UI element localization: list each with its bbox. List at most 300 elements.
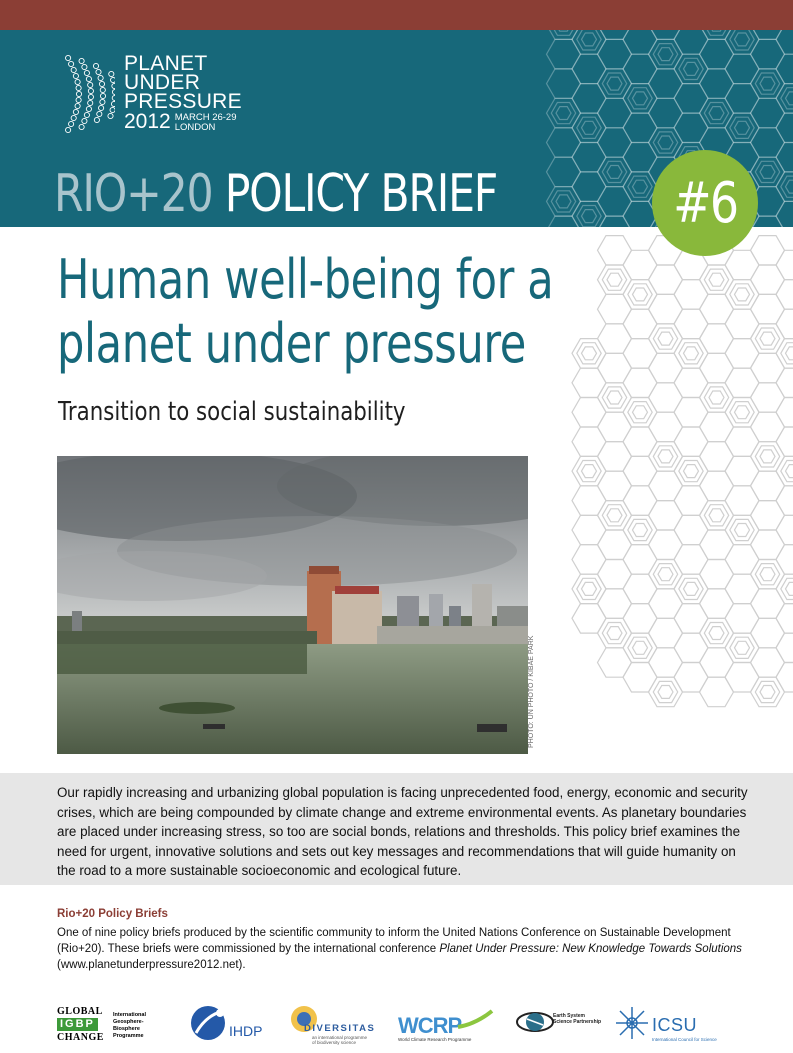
logo-dot	[112, 95, 115, 100]
conference-name: Planet Under Pressure: New Knowledge Towards Solutions	[439, 943, 742, 955]
logo-dot	[86, 76, 91, 81]
hexagon-shape	[598, 560, 632, 589]
hexagon-shape	[556, 107, 571, 120]
diversitas-name: DIVERSITAS	[304, 1023, 376, 1034]
hexagon-shape	[776, 368, 793, 397]
hexagon-shape	[755, 161, 779, 182]
hexagon-shape	[598, 589, 632, 618]
top-bar	[0, 0, 793, 30]
hexagon-shape	[674, 398, 708, 428]
hexagon-shape	[709, 627, 724, 640]
logo-dot	[79, 58, 84, 63]
hexagon-shape	[649, 530, 683, 560]
hexagon-shape	[709, 509, 724, 522]
hexagon-shape	[572, 515, 606, 544]
logo-dot	[73, 109, 78, 114]
hexagon-shape	[735, 406, 750, 419]
icsu-star-icon	[614, 1005, 650, 1041]
brand-year: 2012	[124, 110, 171, 133]
hexagon-shape	[623, 604, 657, 634]
brand-line-2: UNDER	[124, 71, 201, 94]
hexagon-shape	[709, 273, 724, 286]
hexagon-shape	[704, 387, 728, 408]
hexagon-shape	[582, 210, 597, 223]
hexagon-shape	[674, 113, 708, 142]
title-line-1: Human well-being for a	[57, 248, 554, 311]
hexagon-shape	[684, 347, 699, 360]
hexagon-shape	[653, 564, 677, 585]
hexagon-shape	[776, 143, 793, 172]
igbp-name-3: Programme	[113, 1033, 144, 1039]
hexagon-shape	[674, 545, 708, 575]
page-subtitle: Transition to social sustainability	[58, 397, 406, 427]
hexagon-shape	[781, 578, 793, 599]
logo-dot	[82, 64, 87, 69]
hexagon-shape	[751, 236, 785, 265]
hexagon-shape	[781, 461, 793, 482]
hexagon-shape	[649, 353, 683, 383]
hexagon-shape	[623, 143, 657, 172]
hexagon-shape	[623, 54, 657, 83]
logo-dot	[93, 63, 98, 68]
hexagon-shape	[725, 427, 759, 456]
hexagon-shape	[649, 69, 683, 98]
logo-dot	[76, 97, 81, 102]
hexagon-shape	[572, 368, 606, 397]
hexagon-shape	[751, 618, 785, 648]
hexagon-shape	[577, 117, 601, 138]
hexagon-shape	[658, 48, 673, 61]
series-prefix: RIO+20	[54, 164, 213, 224]
hexagon-shape	[658, 136, 673, 149]
hexagon-shape	[582, 465, 597, 478]
hexagon-shape	[674, 633, 708, 662]
hexagon-shape	[704, 103, 728, 124]
hexagon-shape	[628, 402, 652, 423]
logo-dot	[98, 75, 103, 80]
ihdp-name: IHDP	[229, 1023, 263, 1039]
hexagon-shape	[582, 121, 597, 134]
hexagon-shape	[700, 648, 734, 677]
hexagon-shape	[755, 328, 779, 349]
hexagon-shape	[679, 58, 703, 79]
hexagon-shape	[704, 505, 728, 526]
hexagon-shape	[786, 465, 793, 478]
logo-dot	[108, 113, 113, 118]
photo-credit: PHOTO: UN PHOTO / KIBAE PARK	[528, 635, 535, 748]
hexagon-shape	[755, 446, 779, 467]
logo-dot	[86, 106, 91, 111]
hexagon-shape	[684, 465, 699, 478]
logo-dot	[112, 83, 115, 88]
hexagon-shape	[751, 128, 785, 157]
hexagon-shape	[674, 515, 708, 544]
logo-dot	[109, 71, 114, 76]
hexagon-shape	[598, 236, 632, 265]
hexagon-shape	[658, 568, 673, 581]
hexagon-shape	[628, 637, 652, 658]
hexagon-shape	[653, 44, 677, 65]
hexagon-shape	[658, 332, 673, 345]
hexagon-shape	[674, 486, 708, 516]
hexagon-shape	[577, 206, 601, 227]
hexagon-shape	[547, 69, 581, 98]
hexagon-shape	[776, 398, 793, 428]
hexagon-shape	[623, 486, 657, 516]
hexagon-shape	[633, 92, 648, 105]
hexagon-shape	[725, 663, 759, 693]
hexagon-shape	[760, 686, 775, 699]
diversitas-logo	[288, 995, 383, 1053]
hexagon-shape	[704, 269, 728, 290]
hexagon-shape	[607, 627, 622, 640]
hexagon-shape	[623, 456, 657, 485]
hexagon-shape	[709, 30, 724, 31]
hexagon-shape	[547, 216, 581, 227]
hexagon-shape	[776, 427, 793, 456]
hexagon-shape	[751, 353, 785, 383]
partner-logos	[0, 995, 793, 1053]
logo-dot	[112, 89, 115, 94]
hexagon-shape	[700, 589, 734, 618]
hexagon-shape	[623, 574, 657, 603]
hexagon-shape	[649, 98, 683, 128]
hexagon-shape	[649, 618, 683, 648]
hexagon-shape	[674, 604, 708, 634]
logo-dot	[99, 105, 104, 110]
hexagon-shape	[633, 288, 648, 301]
hexagon-shape	[577, 343, 601, 364]
hexagon-shape	[776, 515, 793, 544]
logo-dot	[75, 79, 80, 84]
hexagon-shape	[572, 143, 606, 172]
hexagon-shape	[776, 545, 793, 575]
hexagon-shape	[760, 166, 775, 179]
hexagon-shape	[628, 88, 652, 109]
logo-dot	[110, 107, 115, 112]
hexagon-shape	[551, 103, 575, 124]
hexagon-shape	[776, 604, 793, 634]
hexagon-shape	[700, 412, 734, 442]
essp-globe-icon	[515, 1005, 555, 1039]
hexagon-shape	[684, 582, 699, 595]
hexagon-shape	[700, 324, 734, 353]
hexagon-shape	[598, 128, 632, 157]
hexagon-shape	[700, 294, 734, 324]
hexagon-shape	[623, 368, 657, 397]
hexagon-shape	[602, 269, 626, 290]
hexagon-shape	[700, 560, 734, 589]
brand-city: LONDON	[174, 122, 216, 133]
hexagon-shape	[602, 161, 626, 182]
issue-number-badge	[652, 150, 758, 256]
hexagon-shape	[725, 339, 759, 369]
hexagon-shape	[674, 84, 708, 114]
hexagon-shape	[700, 677, 734, 707]
logo-dot	[100, 93, 105, 98]
hexagon-shape	[649, 412, 683, 442]
logo-dot	[94, 117, 99, 122]
logo-dot	[100, 87, 105, 92]
hexagon-shape	[674, 663, 708, 693]
hexagon-shape	[755, 681, 779, 702]
hexagon-shape	[725, 456, 759, 485]
series-info-text-b: (www.planetunderpressure2012.net).	[57, 959, 246, 971]
hexagon-shape	[653, 446, 677, 467]
wcrp-name: WCRP	[398, 1013, 462, 1038]
hexagon-shape	[649, 501, 683, 530]
logo-dot	[84, 70, 89, 75]
hexagon-shape	[704, 623, 728, 644]
hexagon-shape	[674, 280, 708, 310]
hexagon-shape	[786, 92, 793, 105]
wcrp-logo	[398, 995, 498, 1053]
hexagon-shape	[598, 412, 632, 442]
hexagon-shape	[735, 641, 750, 654]
series-suffix: POLICY BRIEF	[224, 164, 498, 224]
essp-line-2: Science Partnership	[553, 1019, 602, 1025]
hexagon-shape	[735, 524, 750, 537]
hexagon-shape	[653, 132, 677, 153]
logo-dot	[96, 69, 101, 74]
diversitas-sub-2: of biodiversity science	[312, 1040, 357, 1045]
hexagon-shape	[598, 98, 632, 128]
hexagon-shape	[551, 191, 575, 212]
logo-dot	[100, 99, 105, 104]
essp-line-1: Earth System	[553, 1013, 585, 1019]
hexagon-shape	[572, 54, 606, 83]
hexagon-shape	[786, 347, 793, 360]
diversitas-sub-1: an international programme	[312, 1035, 368, 1040]
hexagon-shape	[776, 486, 793, 516]
hexagon-shape	[725, 545, 759, 575]
logo-dot	[73, 73, 78, 78]
hexagon-shape	[653, 328, 677, 349]
hexagon-shape	[751, 265, 785, 294]
series-info-text-a: One of nine policy briefs produced by the scientific community to inform the United Nations Conference on Sustainable Development (Rio+20). These briefs were commissioned by the international conference	[57, 927, 731, 955]
logo-dot	[111, 101, 115, 106]
hexagon-shape	[776, 663, 793, 693]
logo-dot	[71, 67, 76, 72]
conference-brand	[124, 54, 242, 133]
hexagon-shape	[607, 166, 622, 179]
logo-dot	[69, 61, 74, 66]
summary-box	[0, 773, 793, 885]
hexagon-shape	[598, 353, 632, 383]
logo-dot	[79, 124, 84, 129]
logo-dot	[88, 88, 93, 93]
hexagon-shape	[577, 578, 601, 599]
hexagon-shape	[760, 568, 775, 581]
brand-line-1: PLANET	[124, 52, 208, 75]
hexagon-shape	[776, 113, 793, 142]
icsu-logo	[614, 995, 717, 1053]
hexagon-shape	[577, 461, 601, 482]
hexagon-shape	[607, 273, 622, 286]
hexagon-shape	[751, 39, 785, 69]
logo-dot	[99, 81, 104, 86]
hexagon-shape	[602, 387, 626, 408]
hexagon-shape	[776, 30, 793, 54]
hexagon-shape	[725, 574, 759, 603]
hexagon-shape	[598, 471, 632, 501]
logo-dot	[82, 118, 87, 123]
hexagon-shape	[649, 383, 683, 412]
logo-dot	[88, 82, 93, 87]
hexagon-shape	[623, 113, 657, 142]
hexagon-shape	[760, 332, 775, 345]
igbp-name-2: Geosphere-Biosphere	[113, 1019, 144, 1032]
hexagon-shape	[751, 648, 785, 677]
hexagon-shape	[556, 30, 571, 31]
igbp-logo-mark: IGBP	[57, 1018, 98, 1031]
hexagon-shape	[623, 250, 657, 279]
hexagon-shape	[623, 309, 657, 338]
hexagon-shape	[628, 176, 652, 197]
hexagon-shape	[623, 30, 657, 54]
hexagon-shape	[725, 368, 759, 397]
logo-dot	[69, 121, 74, 126]
hexagon-shape	[700, 353, 734, 383]
hexagon-shape	[781, 176, 793, 197]
hexagon-shape	[776, 309, 793, 338]
hexagon-shape	[786, 582, 793, 595]
hexagon-shape	[628, 284, 652, 305]
hexagon-shape	[607, 391, 622, 404]
icsu-name: ICSU	[652, 1015, 698, 1035]
hexagon-shape	[653, 681, 677, 702]
hexagon-shape	[598, 442, 632, 471]
hexagon-shape	[776, 633, 793, 662]
logo-dot	[111, 77, 116, 82]
hexagon-shape	[658, 450, 673, 463]
igbp-logo-line-1: GLOBAL	[57, 1006, 103, 1017]
hexagon-shape	[679, 343, 703, 364]
ihdp-logo	[190, 995, 270, 1053]
wcrp-swoosh-icon	[456, 1009, 496, 1031]
hexagon-shape	[674, 30, 708, 54]
igbp-logo-line-3: CHANGE	[57, 1032, 104, 1043]
hexagon-shape	[735, 121, 750, 134]
hexagon-shape	[649, 265, 683, 294]
series-info-text	[57, 925, 757, 973]
hexagon-shape	[786, 180, 793, 193]
hexagon-shape	[607, 77, 622, 90]
hexagon-shape	[623, 339, 657, 369]
hexagon-shape	[598, 648, 632, 677]
hexagon-shape	[658, 686, 673, 699]
essp-logo	[515, 995, 605, 1053]
hexagon-shape	[725, 309, 759, 338]
hexagon-shape	[679, 461, 703, 482]
hexagon-shape	[751, 412, 785, 442]
hexagon-shape	[572, 398, 606, 428]
hexagon-shape	[582, 33, 597, 46]
hexagon-shape	[776, 54, 793, 83]
planet-under-pressure-logo-icon	[55, 52, 115, 142]
hexagon-shape	[547, 39, 581, 69]
hexagon-shape	[776, 250, 793, 279]
hexagon-shape	[598, 187, 632, 216]
logo-dot	[66, 55, 71, 60]
hexagon-shape	[649, 648, 683, 677]
igbp-logo	[57, 995, 167, 1053]
hexagon-shape	[730, 284, 754, 305]
hexagon-shape	[598, 530, 632, 560]
hexagon-shape	[760, 77, 775, 90]
hexagon-shape	[633, 641, 648, 654]
hexagon-shape	[776, 280, 793, 310]
hexagon-shape	[572, 486, 606, 516]
logo-dot	[88, 100, 93, 105]
hexagon-shape	[751, 501, 785, 530]
hexagon-shape	[755, 564, 779, 585]
hexagon-shape	[781, 343, 793, 364]
hexagon-shape	[572, 545, 606, 575]
hexagon-shape	[760, 450, 775, 463]
hexagon-shape	[633, 524, 648, 537]
logo-dot	[88, 94, 93, 99]
hexagon-shape	[751, 530, 785, 560]
hexagon-shape	[700, 442, 734, 471]
hexagon-shape	[628, 519, 652, 540]
hexagon-shape	[582, 582, 597, 595]
hexagon-shape	[674, 309, 708, 338]
hexagon-shape	[602, 505, 626, 526]
hexagon-shape	[751, 98, 785, 128]
hexagon-shape	[602, 73, 626, 94]
hexagon-shape	[730, 402, 754, 423]
series-info-heading: Rio+20 Policy Briefs	[57, 908, 168, 920]
hexagon-shape	[781, 88, 793, 109]
hexagon-shape	[674, 368, 708, 397]
hexagon-shape	[602, 623, 626, 644]
hexagon-shape	[709, 391, 724, 404]
hexagon-shape	[725, 486, 759, 516]
hexagon-shape	[725, 604, 759, 634]
hexagon-shape	[725, 84, 759, 114]
icsu-sub: International Council for Science	[652, 1037, 717, 1042]
hexagon-shape	[755, 73, 779, 94]
hexagon-shape	[633, 406, 648, 419]
logo-dot	[76, 91, 81, 96]
title-line-2: planet under pressure	[57, 312, 526, 375]
hexagon-shape	[598, 324, 632, 353]
issue-number: #6	[672, 170, 738, 236]
page-title	[57, 248, 553, 376]
hexagon-shape	[725, 250, 759, 279]
ihdp-globe-icon	[190, 1003, 230, 1047]
hexagon-shape	[674, 427, 708, 456]
hexagon-shape	[598, 39, 632, 69]
hexagon-shape	[649, 294, 683, 324]
hexagon-shape	[607, 509, 622, 522]
hexagon-shape	[776, 201, 793, 227]
hexagon-shape	[679, 578, 703, 599]
hexagon-shape	[547, 157, 581, 187]
hexagon-shape	[700, 530, 734, 560]
hexagon-shape	[572, 172, 606, 202]
summary-text: Our rapidly increasing and urbanizing global population is facing unprecedented food, energy, economic and security crises, which are being compounded by climate change and extreme environmental events. As planetary boundaries are placed under increasing stress, so too are social bonds, relations and thresholds. This policy brief examines the need for urgent, innovative solutions and sets out key messages and recommendations that will guide humanity on the road to a more sustainable socioeconomic and ecological future.	[57, 785, 748, 878]
hexagon-shape	[572, 84, 606, 114]
logo-dot	[75, 103, 80, 108]
hexagon-shape	[623, 427, 657, 456]
hexagon-shape	[709, 107, 724, 120]
brand-line-3: PRESSURE	[124, 90, 242, 113]
hexagon-shape	[623, 663, 657, 693]
hexagon-shape	[623, 545, 657, 575]
hexagon-shape	[751, 294, 785, 324]
